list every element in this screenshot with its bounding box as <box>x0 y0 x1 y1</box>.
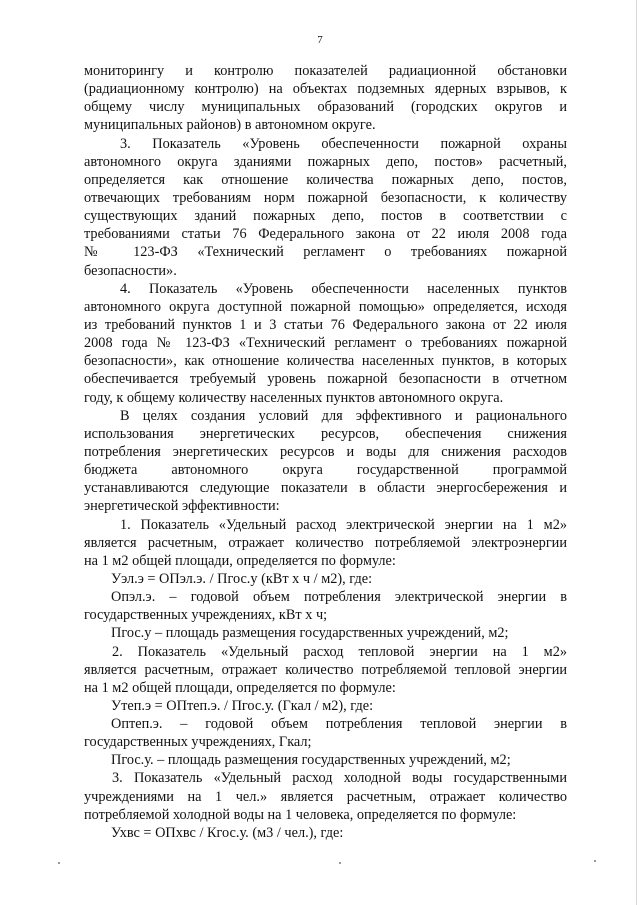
text-line: 2. Показатель «Удельный расход тепловой энергии на 1 м2» <box>112 643 567 660</box>
text-line: № 123-ФЗ «Технический регламент о требованиях пожарной <box>84 244 567 261</box>
text-line: Пгос.у. – площадь размещения государственных учреждений, м2; <box>111 752 511 769</box>
text-line: (радиационному контролю) на объектах подземных ядерных взрывов, к <box>84 81 567 98</box>
scan-dot <box>339 862 341 864</box>
text-line: Утеп.э = ОПтеп.э. / Пгос.у. (Гкал / м2), где: <box>111 697 374 714</box>
text-line: требованиями статьи 76 Федерального закона от 22 июля 2008 года <box>84 226 567 243</box>
text-line: бюджета автономного округа государственной программой <box>84 462 567 479</box>
scan-dot <box>58 862 60 864</box>
text-line: обеспечивается требуемый уровень пожарной безопасности в отчетном <box>84 371 567 388</box>
text-line: 3. Показатель «Удельный расход холодной воды государственными <box>112 770 567 787</box>
text-line: Оптеп.э. – годовой объем потребления тепловой энергии в <box>111 716 567 733</box>
text-line: устанавливаются следующие показатели в области энергосбережения и <box>84 480 567 497</box>
text-line: автономного округа доступной пожарной помощью» определяется, исходя <box>84 298 567 315</box>
text-line: существующих зданий пожарных депо, постов в соответствии с <box>84 208 567 225</box>
page-number: 7 <box>317 34 323 46</box>
text-line: Ухвс = ОПхвс / Кгос.у. (м3 / чел.), где: <box>111 824 344 841</box>
text-line: году, к общему количеству населенных пунктов автономного округа. <box>84 389 504 406</box>
text-line: является расчетным, отражает количество потребляемой электроэнергии <box>84 534 567 551</box>
text-line: Уэл.э = ОПэл.э. / Пгос.у (кВт х ч / м2), где: <box>111 570 373 587</box>
text-line: 2008 года № 123-ФЗ «Технический регламент о требованиях пожарной <box>84 335 567 352</box>
text-line: государственных учреждениях, Гкал; <box>84 734 312 751</box>
text-line: определяется как отношение количества пожарных депо, постов, <box>84 171 567 188</box>
text-line: энергетической эффективности: <box>84 498 280 515</box>
document-body <box>84 62 567 842</box>
text-line: муниципальных районов) в автономном округе. <box>84 117 376 134</box>
scan-dot <box>594 860 596 862</box>
text-line: общему числу муниципальных образований (городских округов и <box>84 99 567 116</box>
text-line: на 1 м2 общей площади, определяется по формуле: <box>84 679 396 696</box>
text-line: 4. Показатель «Уровень обеспеченности населенных пунктов <box>120 280 567 297</box>
text-line: мониторингу и контролю показателей радиационной обстановки <box>84 63 567 79</box>
text-line: потребления энергетических ресурсов и воды для снижения расходов <box>84 443 567 460</box>
text-line: автономного округа зданиями пожарных депо, постов» расчетный, <box>84 153 567 170</box>
text-line: является расчетным, отражает количество потребляемой тепловой энергии <box>84 661 567 678</box>
text-line: потребляемой холодной воды на 1 человека, определяется по формуле: <box>84 806 517 823</box>
text-line: учреждениями на 1 чел.» является расчетным, отражает количество <box>84 788 567 805</box>
text-line: 1. Показатель «Удельный расход электрической энергии на 1 м2» <box>120 516 567 533</box>
text-line: государственных учреждениях, кВт х ч; <box>84 607 328 624</box>
text-line: Пгос.у – площадь размещения государственных учреждений, м2; <box>111 625 509 642</box>
text-line: безопасности». <box>84 262 177 279</box>
text-line: В целях создания условий для эффективного и рационального <box>120 407 567 424</box>
text-line: на 1 м2 общей площади, определяется по формуле: <box>84 552 396 569</box>
text-line: из требований пунктов 1 и 3 статьи 76 Федерального закона от 22 июля <box>84 316 567 333</box>
scan-edge-line <box>636 0 637 905</box>
text-line: Опэл.э. – годовой объем потребления электрической энергии в <box>111 589 567 606</box>
text-line: использования энергетических ресурсов, обеспечения снижения <box>84 425 567 442</box>
text-line: 3. Показатель «Уровень обеспеченности пожарной охраны <box>120 135 567 152</box>
text-line: безопасности», как отношение количества населенных пунктов, в которых <box>84 353 567 370</box>
text-line: отвечающих требованиям норм пожарной безопасности, к количеству <box>84 189 567 206</box>
